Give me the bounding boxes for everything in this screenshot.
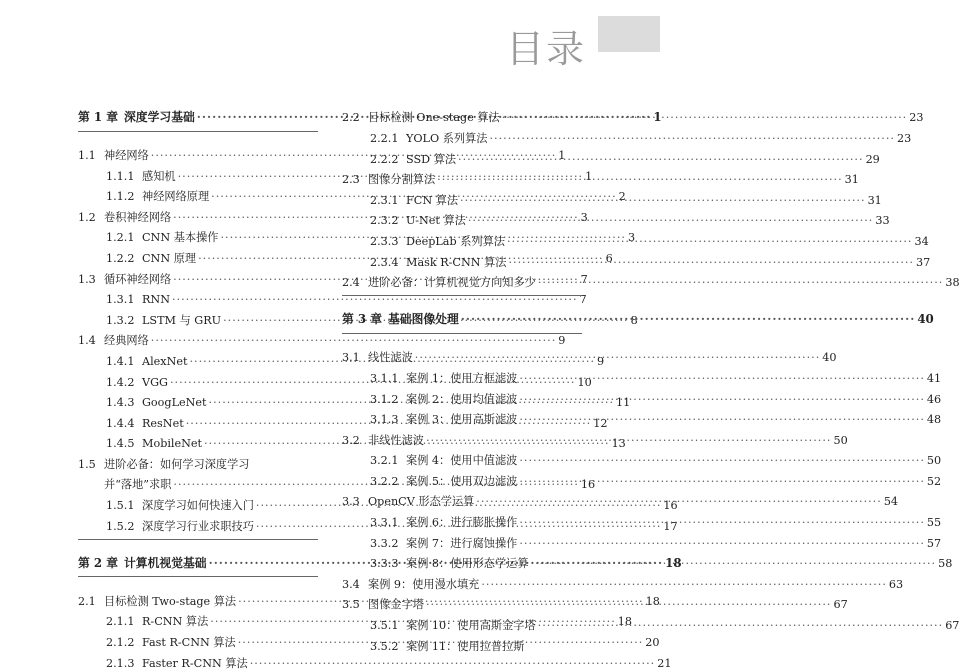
toc-entry-title: 案例 7：进行腐蚀操作	[406, 536, 518, 550]
toc-subsection-entry[interactable]	[342, 124, 912, 145]
toc-chapter-entry[interactable]	[342, 305, 934, 327]
toc-leader-dots	[538, 620, 944, 631]
toc-entry-number: 3.2	[342, 433, 360, 447]
toc-page-number: 50	[833, 433, 848, 447]
toc-leader-dots	[519, 394, 925, 405]
toc-entry-title: GoogLeNet	[142, 396, 207, 410]
toc-page-number: 12	[593, 416, 608, 430]
toc-page-number: 67	[945, 619, 960, 633]
toc-entry-title: 深度学习基础	[124, 109, 195, 124]
toc-entry-title: 目标检测 One-stage 算法	[368, 111, 500, 125]
toc-entry-number: 3.5.2	[370, 639, 399, 653]
toc-entry-title: 经典网络	[104, 334, 149, 348]
toc-entry-number: 3.3.2	[370, 536, 399, 550]
toc-leader-dots	[508, 257, 914, 268]
toc-entry-number: 3.3.1	[370, 516, 399, 530]
toc-page-number: 37	[916, 255, 931, 269]
toc-entry-title: SSD 算法	[406, 152, 457, 166]
toc-subsection-entry[interactable]	[342, 446, 942, 468]
toc-entry-number: 第 3 章	[342, 312, 383, 327]
toc-leader-dots	[476, 496, 882, 507]
toc-entry-number: 3.1.2	[370, 392, 399, 406]
toc-entry-number: 1.3.1	[106, 293, 135, 307]
toc-page-number: 6	[605, 251, 613, 265]
toc-subsection-entry[interactable]	[342, 185, 882, 207]
toc-entry-number: 1.1	[78, 148, 96, 162]
toc-leader-dots	[519, 373, 925, 384]
toc-entry-number: 3.3	[342, 495, 360, 509]
toc-page-number: 40	[822, 351, 837, 365]
toc-entry-number: 3.1.3	[370, 413, 399, 427]
toc-page-number: 52	[926, 474, 942, 488]
toc-entry-title: 神经网络原理	[142, 190, 210, 204]
toc-entry-number: 3.2.1	[370, 454, 399, 468]
toc-entry-title: 案例 3：使用高斯滤波	[406, 413, 518, 427]
toc-entry-number: 2.4	[342, 276, 360, 290]
toc-leader-dots	[519, 455, 925, 466]
section-divider	[78, 539, 318, 540]
toc-entry-title: 基础图像处理	[388, 312, 459, 327]
toc-entry-title: 案例 10：使用高斯金字塔	[406, 619, 536, 633]
toc-entry-title: LSTM 与 GRU	[142, 313, 222, 327]
toc-entry-number: 1.2	[78, 210, 96, 224]
toc-page-number: 23	[896, 131, 912, 145]
toc-leader-dots	[460, 195, 866, 206]
toc-entry-title: Faster R-CNN 算法	[142, 656, 248, 670]
toc-page-number: 16	[663, 499, 678, 513]
toc-entry-title: 案例 1：使用方框滤波	[406, 371, 518, 385]
toc-entry-title: 神经网络	[104, 148, 149, 162]
toc-section-entry[interactable]	[78, 450, 318, 471]
toc-entry-number: 2.1.2	[106, 636, 135, 650]
toc-page-number: 18	[665, 555, 682, 570]
toc-leader-dots	[538, 277, 944, 288]
toc-entry-number: 3.2.2	[370, 474, 399, 488]
toc-entry-title: 案例 9：使用漫水填充	[368, 577, 480, 591]
toc-page-number: 7	[580, 272, 588, 286]
toc-entry-title: 图像分割算法	[368, 173, 436, 187]
toc-entry-title: 深度学习行业求职技巧	[142, 519, 254, 533]
toc-page-number: 7	[579, 293, 587, 307]
toc-page-number: 9	[558, 334, 566, 348]
section-divider	[342, 333, 582, 334]
toc-leader-dots	[502, 109, 908, 124]
toc-page-number: 17	[663, 519, 678, 533]
toc-entry-number: 2.1.1	[106, 615, 135, 629]
toc-section-entry[interactable]	[342, 268, 960, 290]
toc-entry-number: 2.1	[78, 594, 96, 608]
toc-entry-number: 3.3.3	[370, 557, 399, 571]
toc-entry-number: 1.4.1	[106, 354, 135, 368]
toc-page-number: 31	[867, 193, 882, 207]
toc-page-number: 9	[597, 354, 605, 368]
toc-entry-number: 1.3.2	[106, 313, 135, 327]
toc-entry-number: 2.2	[342, 111, 360, 125]
toc-entry-title: 深度学习如何快速入门	[142, 499, 254, 513]
toc-entry-number: 1.1.1	[106, 169, 135, 183]
toc-entry-title: VGG	[142, 375, 168, 389]
toc-page-number: 33	[875, 214, 890, 228]
toc-entry-title: 循环神经网络	[104, 272, 172, 286]
toc-section-entry[interactable]	[342, 569, 904, 591]
toc-leader-dots	[519, 476, 925, 487]
toc-entry-number: 1.4.5	[106, 437, 135, 451]
toc-entry-number: 1.3	[78, 272, 96, 286]
toc-entry-title: U-Net 算法	[406, 214, 466, 228]
toc-page-number: 58	[938, 557, 953, 571]
toc-page-number: 8	[630, 313, 638, 327]
toc-leader-dots	[489, 133, 895, 144]
toc-leader-dots	[481, 579, 887, 590]
toc-page-number: 63	[888, 577, 904, 591]
toc-entry-number: 1.5.1	[106, 499, 135, 513]
toc-entry-title: DeepLab 系列算法	[406, 234, 505, 248]
toc-page-number: 29	[865, 152, 880, 166]
toc-page-number: 18	[617, 615, 633, 629]
toc-entry-title: 案例 8：使用形态学运算	[406, 557, 529, 571]
toc-page-number: 31	[844, 173, 859, 187]
toc-entry-number: 1.5	[78, 457, 96, 471]
toc-entry-number: 1.2.2	[106, 251, 135, 265]
toc-page-number: 2	[618, 190, 626, 204]
toc-page-number: 55	[926, 516, 942, 530]
toc-entry-title: ResNet	[142, 416, 184, 430]
toc-entry-number: 1.5.2	[106, 519, 135, 533]
toc-leader-dots	[468, 215, 874, 226]
toc-entry-number: 1.4	[78, 334, 96, 348]
toc-page-number: 41	[926, 371, 942, 385]
toc-entry-title: CNN 基本操作	[142, 231, 219, 245]
title-decoration-bar	[598, 16, 660, 52]
toc-leader-dots	[437, 174, 843, 185]
toc-entry-number: 3.1	[342, 351, 360, 365]
toc-entry-title: R-CNN 算法	[142, 615, 209, 629]
toc-entry-number: 2.3.4	[370, 255, 399, 269]
toc-entry-title: 线性滤波	[368, 351, 413, 365]
page-title: 目录	[506, 27, 587, 71]
toc-entry-title: 图像金字塔	[368, 598, 424, 612]
toc-page-number: 46	[926, 392, 942, 406]
toc-entry-number: 3.4	[342, 577, 360, 591]
toc-entry-title: CNN 原理	[142, 251, 197, 265]
toc-entry-title: 案例 4：使用中值滤波	[406, 454, 518, 468]
toc-entry-number: 2.3.2	[370, 214, 399, 228]
toc-section-entry[interactable]	[78, 326, 566, 348]
toc-section-entry[interactable]	[342, 103, 924, 125]
toc-entry-title: OpenCV 形态学运算	[368, 495, 475, 509]
toc-entry-number: 1.1.2	[106, 190, 135, 204]
toc-section-entry[interactable]	[342, 165, 859, 187]
toc-page-number: 38	[945, 276, 960, 290]
section-divider	[78, 576, 318, 577]
toc-entry-number: 2.1.3	[106, 656, 135, 670]
toc-page-number: 3	[580, 210, 588, 224]
section-divider	[342, 295, 582, 296]
toc-entry-number: 3.5	[342, 598, 360, 612]
toc-page-number: 23	[909, 111, 924, 125]
toc-page-number: 13	[611, 437, 626, 451]
toc-leader-dots	[519, 414, 925, 425]
toc-entry-number: 3.1.1	[370, 371, 399, 385]
toc-entry-title: AlexNet	[142, 354, 188, 368]
toc-section-entry[interactable]	[342, 343, 837, 365]
toc-page-number: 16	[580, 478, 596, 492]
toc-entry-title: 目标检测 Two-stage 算法	[104, 594, 237, 608]
toc-leader-dots	[415, 352, 821, 363]
toc-subsection-entry[interactable]	[78, 285, 587, 307]
toc-leader-dots	[250, 658, 656, 669]
toc-page-number: 18	[645, 594, 660, 608]
toc-page-number: 21	[657, 656, 672, 670]
toc-subsection-entry[interactable]	[342, 144, 880, 166]
toc-entry-title: MobileNet	[142, 437, 203, 451]
toc-entry-number: 第 1 章	[78, 109, 119, 124]
toc-entry-number: 2.3.1	[370, 193, 399, 207]
toc-page-number: 34	[914, 234, 929, 248]
toc-entry-title: YOLO 系列算法	[406, 131, 488, 145]
toc-page-number: 57	[926, 536, 942, 550]
toc-page-number: 1	[653, 109, 662, 124]
toc-entry-number: 1.4.2	[106, 375, 135, 389]
toc-subsection-entry[interactable]	[342, 528, 942, 550]
toc-leader-dots	[458, 154, 864, 165]
toc-entry-title: 进阶必备：计算机视觉方向知多少	[368, 276, 536, 290]
toc-page-number: 11	[616, 396, 631, 410]
toc-entry-number: 1.4.4	[106, 416, 135, 430]
toc-leader-dots	[426, 599, 832, 610]
toc-page-number: 40	[917, 312, 934, 327]
toc-entry-number: 2.2.1	[370, 131, 399, 145]
toc-entry-title: 进阶必备：如何学习深度学习	[104, 457, 250, 471]
toc-page-number: 50	[926, 454, 942, 468]
toc-entry-number: 1.4.3	[106, 396, 135, 410]
toc-page-number: 54	[883, 495, 899, 509]
toc-entry-title: RNN	[142, 293, 171, 307]
toc-leader-dots	[531, 555, 937, 570]
toc-leader-dots	[426, 435, 832, 446]
toc-leader-dots	[519, 517, 925, 528]
toc-entry-title: 感知机	[142, 169, 176, 183]
toc-entry-title: 案例 2：使用均值滤波	[406, 392, 518, 406]
toc-subsection-entry[interactable]	[342, 206, 890, 228]
toc-page-number: 3	[627, 231, 636, 245]
toc-entry-number: 3.5.1	[370, 619, 399, 633]
toc-entry-title: 计算机视觉基础	[124, 555, 207, 570]
toc-page-number: 67	[833, 598, 848, 612]
toc-subsection-entry[interactable]	[78, 648, 672, 670]
toc-entry-number: 2.2.2	[370, 152, 399, 166]
toc-page-number: 48	[926, 413, 942, 427]
toc-entry-title: Fast R-CNN 算法	[142, 636, 236, 650]
toc-entry-number: 2.3.3	[370, 234, 399, 248]
section-divider	[78, 131, 318, 132]
toc-leader-dots	[507, 236, 913, 247]
toc-entry-title: 非线性滤波	[368, 433, 424, 447]
toc-subsection-entry[interactable]	[342, 247, 931, 269]
toc-entry-title: 并“落地”求职	[104, 478, 172, 492]
toc-entry-title: FCN 算法	[406, 193, 459, 207]
toc-page-number: 10	[577, 375, 592, 389]
toc-entry-title: 案例 6：进行膨胀操作	[406, 516, 518, 530]
toc-entry-number: 1.2.1	[106, 231, 135, 245]
toc-page-number: 1	[585, 169, 593, 183]
toc-entry-title: 案例 5：使用双边滤波	[406, 474, 518, 488]
toc-leader-dots	[519, 538, 925, 549]
toc-leader-dots	[461, 314, 916, 326]
toc-subsection-entry[interactable]	[342, 227, 929, 248]
toc-entry-number: 2.3	[342, 173, 360, 187]
toc-entry-title: 卷积神经网络	[104, 210, 172, 224]
toc-entry-title: Mask R-CNN 算法	[406, 255, 507, 269]
toc-page-number: 1	[558, 148, 566, 162]
toc-entry-title: 案例 11：使用拉普拉斯	[406, 639, 525, 653]
toc-page-number: 20	[645, 636, 660, 650]
toc-entry-number: 第 2 章	[78, 555, 119, 570]
toc-subsection-entry[interactable]	[342, 631, 582, 652]
